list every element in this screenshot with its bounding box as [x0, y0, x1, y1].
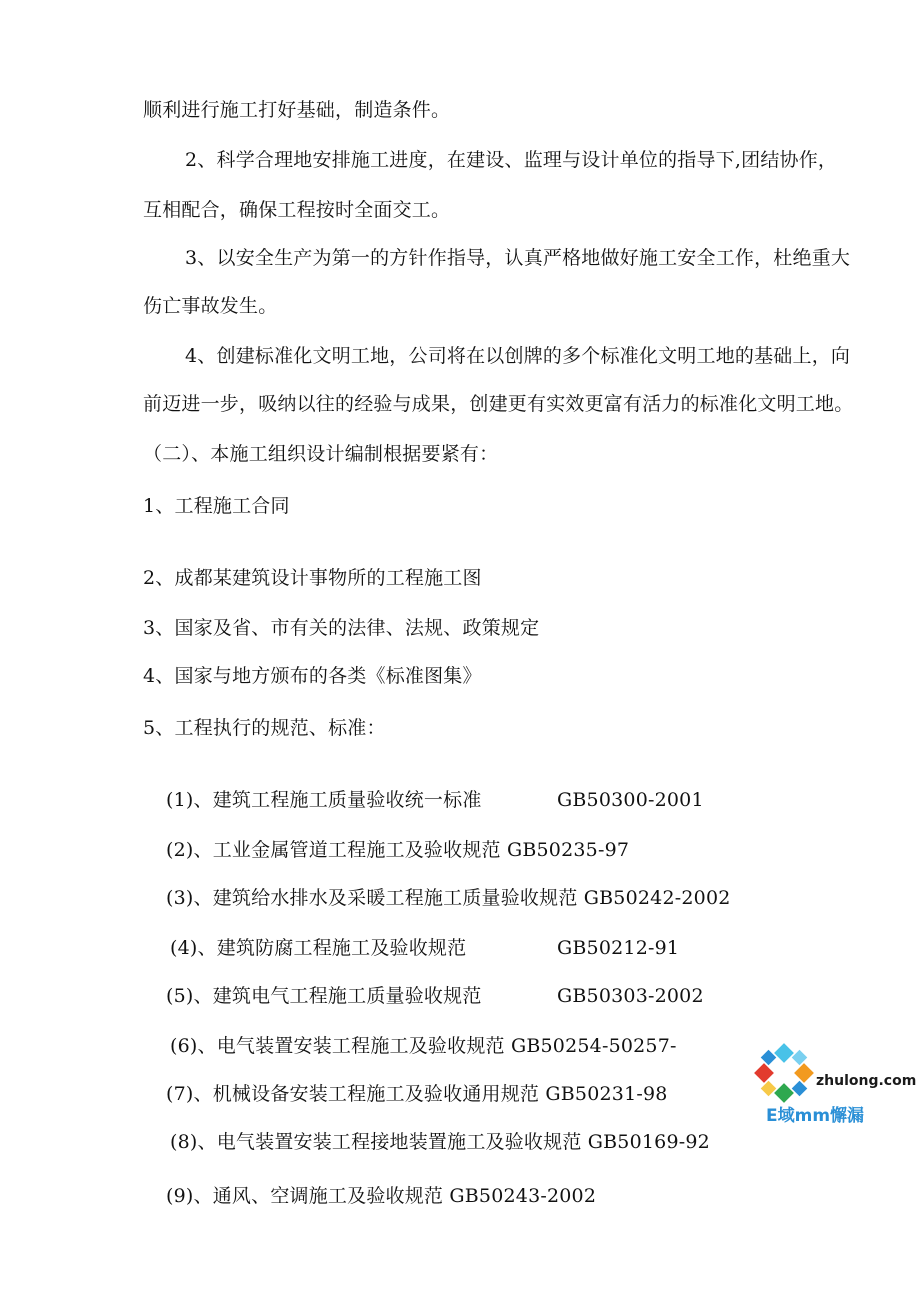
standard-name: (4)、建筑防腐工程施工及验收规范 — [170, 937, 467, 959]
standard-item — [166, 984, 704, 1008]
standard-name: (3)、建筑给水排水及采暖工程施工质量验收规范 — [166, 887, 578, 909]
watermark-site: zhulong.com — [816, 1073, 917, 1089]
standard-code: GB50212-91 — [557, 937, 680, 959]
watermark-slogan: E域mm懈漏 — [766, 1106, 865, 1126]
paragraph-line: 4、创建标准化文明工地，公司将在以创牌的多个标准化文明工地的基础上，向 — [185, 345, 851, 367]
standard-item — [166, 1184, 596, 1208]
zhulong-logo-icon — [752, 1043, 816, 1103]
list-item: 4、国家与地方颁布的各类《标准图集》 — [143, 665, 482, 687]
standard-name: (1)、建筑工程施工质量验收统一标准 — [166, 789, 482, 811]
standard-code: GB50243-2002 — [449, 1185, 597, 1207]
paragraph-line: 3、以安全生产为第一的方针作指导，认真严格地做好施工安全工作，杜绝重大 — [185, 247, 851, 269]
list-item: 2、成都某建筑设计事物所的工程施工图 — [143, 567, 482, 589]
standard-code: GB50235-97 — [506, 839, 630, 861]
standard-code: GB50231-98 — [545, 1083, 668, 1105]
paragraph-line: 伤亡事故发生。 — [143, 295, 278, 317]
paragraph-line: 顺利进行施工打好基础，制造条件。 — [143, 99, 451, 121]
standard-item — [170, 1034, 677, 1058]
paragraph-line: 前迈进一步，吸纳以往的经验与成果，创建更有实效更富有活力的标准化文明工地。 — [143, 393, 854, 415]
standard-item — [166, 1082, 668, 1106]
standard-item — [170, 1130, 710, 1154]
standard-name: (8)、电气装置安装工程接地装置施工及验收规范 — [170, 1131, 582, 1153]
standard-item — [170, 936, 680, 960]
standard-item — [166, 886, 731, 910]
standard-code: GB50303-2002 — [557, 985, 704, 1007]
standard-code: GB50300-2001 — [557, 789, 704, 811]
list-item: 5、工程执行的规范、标准： — [143, 717, 386, 739]
zhulong-watermark — [752, 1043, 917, 1133]
section-heading: （二）、本施工组织设计编制根据要紧有： — [143, 443, 499, 465]
list-item: 3、国家及省、市有关的法律、法规、政策规定 — [143, 617, 540, 639]
list-item: 1、工程施工合同 — [143, 495, 290, 517]
standard-name: (9)、通风、空调施工及验收规范 — [166, 1185, 444, 1207]
standard-name: (6)、电气装置安装工程施工及验收规范 — [170, 1035, 505, 1057]
standard-name: (5)、建筑电气工程施工质量验收规范 — [166, 985, 482, 1007]
paragraph-line: 2、科学合理地安排施工进度，在建设、监理与设计单位的指导下,团结协作， — [185, 149, 838, 171]
standard-name: (7)、机械设备安装工程施工及验收通用规范 — [166, 1083, 540, 1105]
paragraph-line: 互相配合，确保工程按时全面交工。 — [143, 199, 451, 221]
standard-item — [166, 838, 629, 862]
standard-name: (2)、工业金属管道工程施工及验收规范 — [166, 839, 501, 861]
standard-code: GB50169-92 — [587, 1131, 710, 1153]
standard-item — [166, 788, 704, 812]
standard-code: GB50242-2002 — [583, 887, 731, 909]
standard-code: GB50254-50257- — [510, 1035, 677, 1057]
